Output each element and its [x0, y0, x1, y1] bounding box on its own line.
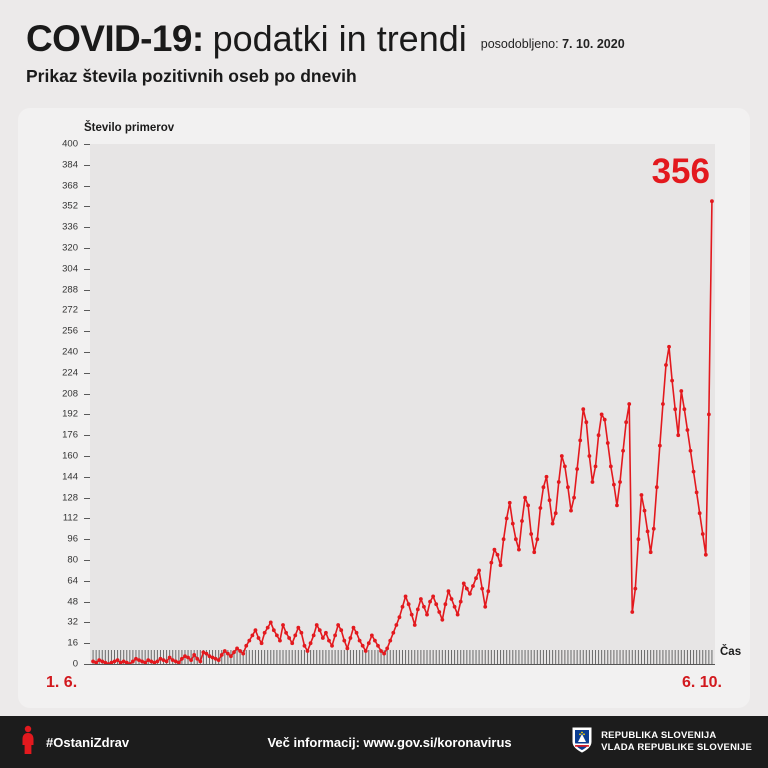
gov-name	[601, 730, 752, 754]
y-tick-label: 0	[72, 658, 78, 670]
y-tick-label: 144	[62, 471, 78, 483]
page-subtitle: Prikaz števila pozitivnih oseb po dnevih	[26, 66, 357, 86]
y-tick-label: 336	[62, 221, 78, 233]
latest-value-callout: 356	[651, 152, 710, 191]
y-tick-label: 288	[62, 284, 78, 296]
updated-label: posodobljeno:	[480, 37, 559, 51]
line-chart-svg	[90, 144, 715, 664]
y-tick-label: 48	[67, 596, 78, 608]
y-tick-label: 400	[62, 138, 78, 150]
y-tick-label: 96	[67, 533, 78, 545]
x-axis-end-label: 6. 10.	[681, 674, 722, 691]
y-tick-label: 176	[62, 429, 78, 441]
coat-of-arms-icon	[571, 726, 593, 759]
series-markers	[91, 199, 714, 664]
x-axis-line	[90, 664, 715, 665]
y-tick-label: 128	[62, 492, 78, 504]
updated-date: 7. 10. 2020	[562, 37, 625, 51]
y-tick-label: 240	[62, 346, 78, 358]
footer	[0, 716, 768, 768]
y-tick-label: 32	[67, 616, 78, 628]
stay-home-icon	[18, 725, 38, 760]
plot-area	[90, 144, 715, 664]
footer-right	[571, 726, 752, 759]
y-tick-label: 384	[62, 159, 78, 171]
chart-card	[18, 108, 750, 708]
page-title-main: COVID-19:	[26, 18, 204, 59]
footer-hashtag: #OstaniZdrav	[46, 734, 130, 750]
updated-stamp	[481, 37, 625, 51]
title-row	[26, 18, 742, 60]
footer-info-link[interactable]: Več informacij: www.gov.si/koronavirus	[267, 734, 512, 750]
y-tick-label: 352	[62, 200, 78, 212]
y-tick-label: 112	[62, 512, 78, 524]
y-tick-label: 208	[62, 388, 78, 400]
y-tick-label: 192	[62, 408, 78, 420]
y-tick-label: 64	[67, 575, 78, 587]
gov-line-2: VLADA REPUBLIKE SLOVENIJE	[601, 742, 752, 753]
series-line	[93, 201, 712, 664]
y-tick-label: 304	[62, 263, 78, 275]
y-axis-title: Število primerov	[84, 122, 175, 134]
gov-line-1: REPUBLIKA SLOVENIJA	[601, 730, 717, 742]
y-tick-label: 272	[62, 304, 78, 316]
page-title-rest: podatki in trendi	[212, 18, 467, 59]
y-tick-label: 320	[62, 242, 78, 254]
x-axis-title: Čas	[720, 646, 742, 658]
x-axis-start-label: 1. 6.	[46, 674, 78, 691]
y-tick-label: 368	[62, 180, 78, 192]
header	[0, 0, 768, 87]
y-tick-label: 256	[62, 325, 78, 337]
y-tick-label: 16	[67, 637, 78, 649]
y-tick-label: 224	[62, 367, 78, 379]
y-tick-label: 80	[67, 554, 78, 566]
y-tick-label: 160	[62, 450, 78, 462]
